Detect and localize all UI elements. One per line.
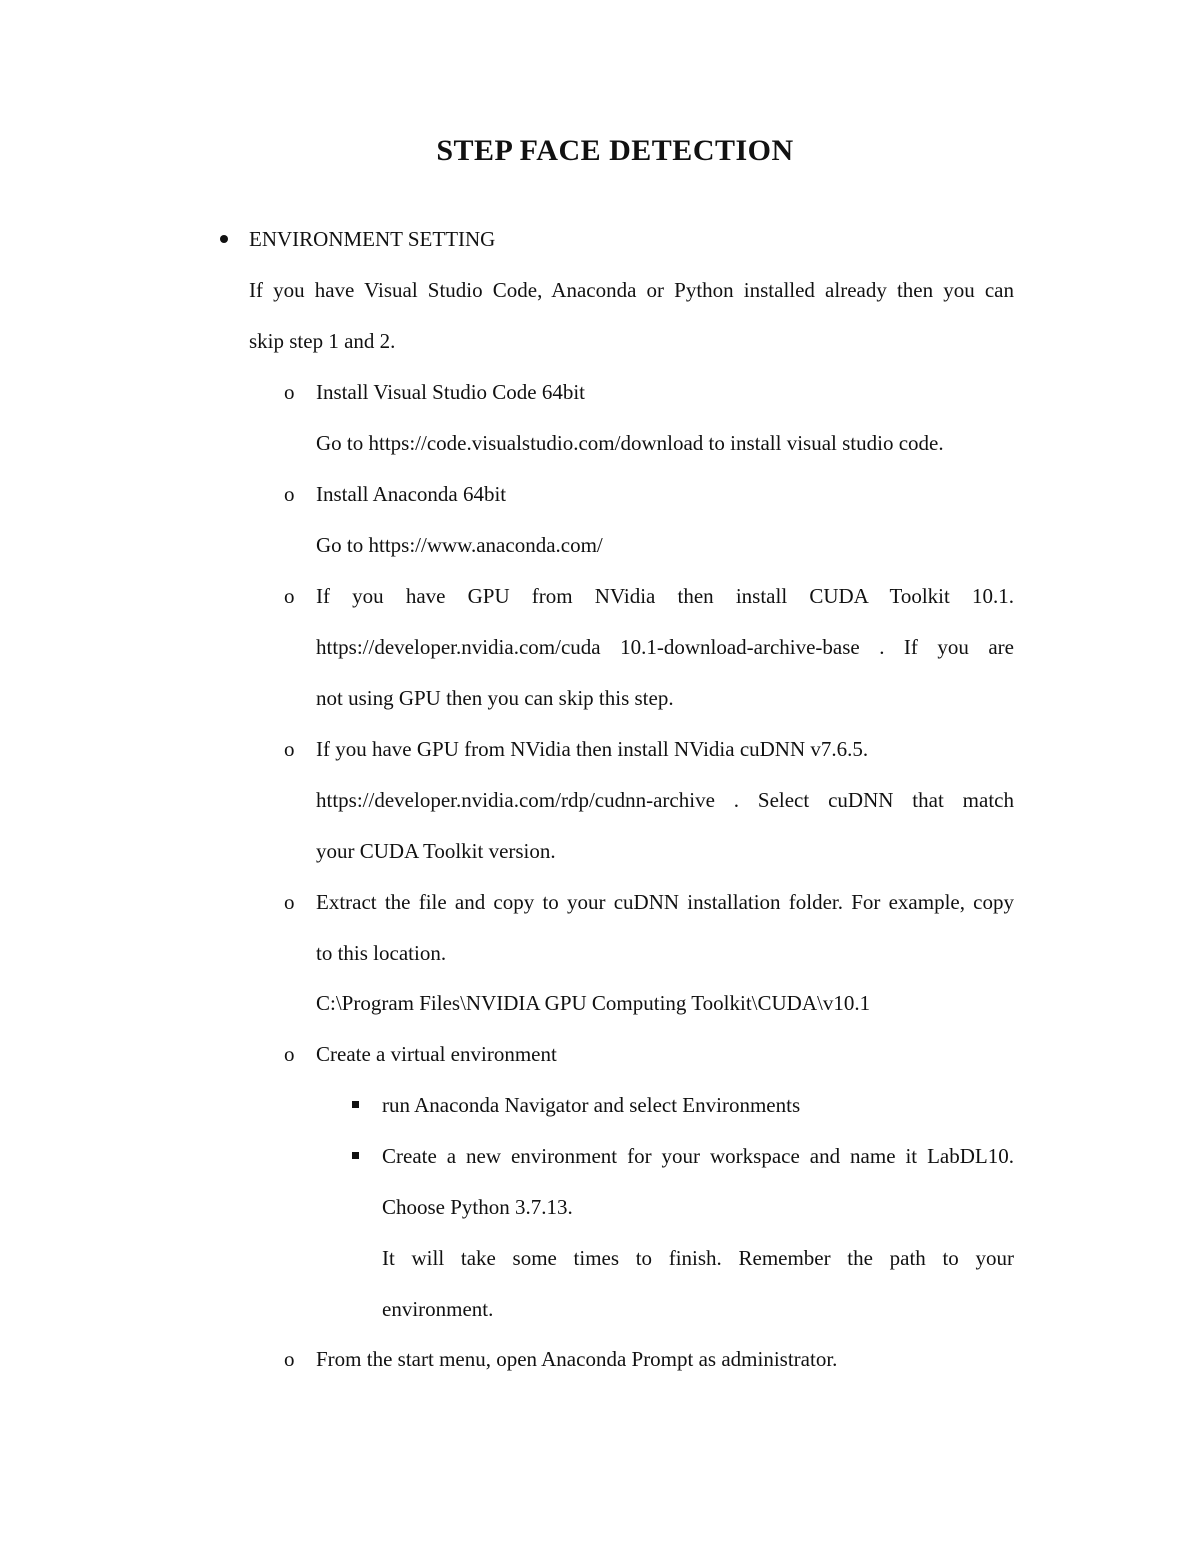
sub-bullet-marker: o [284, 1042, 295, 1066]
step-4-line-2: https://developer.nvidia.com/rdp/cudnn-archive . Select cuDNN that match [316, 788, 1014, 812]
sub-bullet-marker: o [284, 890, 295, 914]
substep-2-line-1: Create a new environment for your workspace and name it LabDL10. [382, 1144, 1014, 1168]
step-2-title: Install Anaconda 64bit [316, 482, 507, 506]
sub-bullet-marker: o [284, 737, 295, 761]
step-6-title: Create a virtual environment [316, 1042, 557, 1066]
step-7-line: From the start menu, open Anaconda Prompt as administrator. [316, 1347, 838, 1371]
intro-line-1: If you have Visual Studio Code, Anaconda or Python installed already then you can [249, 278, 1014, 302]
disc-bullet-icon [220, 235, 228, 243]
step-3-line-2: https://developer.nvidia.com/cuda 10.1-download-archive-base . If you are [316, 635, 1014, 659]
step-5-line-1: Extract the file and copy to your cuDNN installation folder. For example, copy [316, 890, 1014, 914]
substep-2-line-3: It will take some times to finish. Remember the path to your [382, 1246, 1014, 1270]
sub-bullet-marker: o [284, 482, 295, 506]
step-3-line-1: If you have GPU from NVidia then install CUDA Toolkit 10.1. [316, 584, 1014, 608]
substep-1-line: run Anaconda Navigator and select Environments [382, 1093, 801, 1117]
step-3-line-3: not using GPU then you can skip this step. [316, 686, 674, 710]
step-1-title: Install Visual Studio Code 64bit [316, 380, 586, 404]
step-5-path: C:\Program Files\NVIDIA GPU Computing Toolkit\CUDA\v10.1 [316, 991, 871, 1015]
substep-2-line-2: Choose Python 3.7.13. [382, 1195, 573, 1219]
step-1-detail: Go to https://code.visualstudio.com/download to install visual studio code. [316, 431, 944, 455]
page-title: STEP FACE DETECTION [436, 134, 794, 167]
sub-bullet-marker: o [284, 1347, 295, 1371]
step-4-line-3: your CUDA Toolkit version. [316, 839, 556, 863]
step-2-detail: Go to https://www.anaconda.com/ [316, 533, 603, 557]
square-bullet-icon [352, 1152, 359, 1159]
intro-line-2: skip step 1 and 2. [249, 329, 396, 353]
step-5-line-2: to this location. [316, 941, 447, 965]
step-4-line-1: If you have GPU from NVidia then install NVidia cuDNN v7.6.5. [316, 737, 869, 761]
sub-bullet-marker: o [284, 584, 295, 608]
sub-bullet-marker: o [284, 380, 295, 404]
substep-2-line-4: environment. [382, 1297, 494, 1321]
section-heading: ENVIRONMENT SETTING [249, 227, 496, 251]
square-bullet-icon [352, 1101, 359, 1108]
